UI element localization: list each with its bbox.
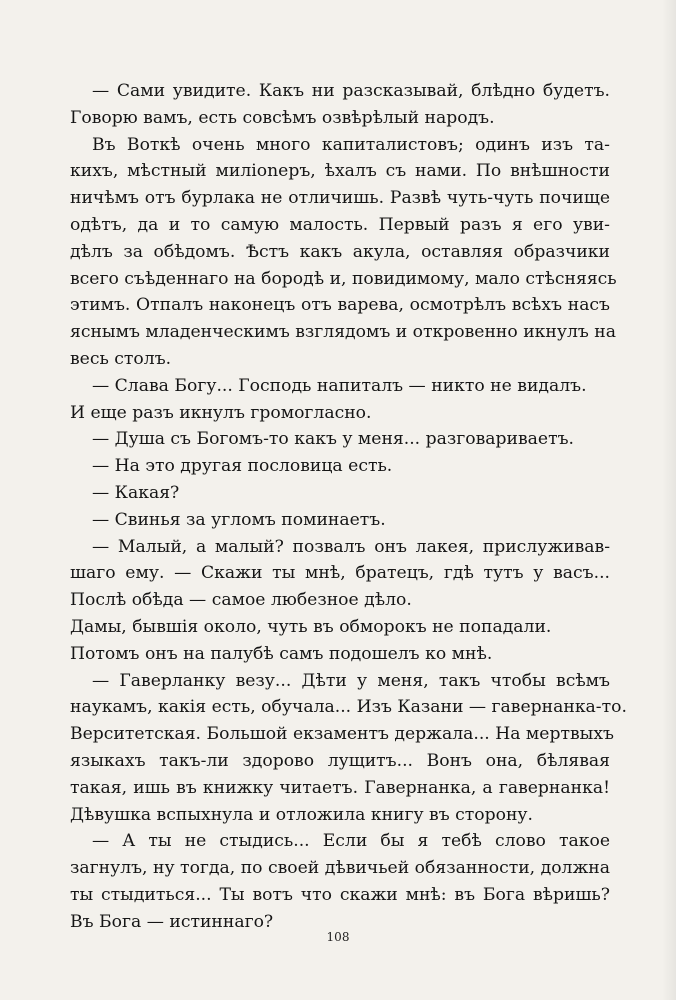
page-text [70, 78, 627, 936]
text-line-18: — Малый, а малый? позвалъ онъ лакея, прислуживав- [92, 536, 610, 557]
text-line-9: этимъ. Отпалъ наконецъ отъ варева, осмотрѣлъ всѣхъ насъ [70, 295, 610, 316]
text-line-25: Верситетская. Большой екзаментъ держала... На мертвыхъ [70, 724, 614, 745]
text-line-23: — Гаверланку везу... Дѣти у меня, такъ чтобы всѣмъ [92, 670, 610, 691]
text-line-10: яснымъ младенческимъ взглядомъ и откровенно икнулъ на [70, 322, 616, 343]
text-line-16: — Какая? [92, 482, 180, 503]
text-line-4: кихъ, мѣстный милionеръ, ѣхалъ съ нами. По внѣшности [70, 161, 610, 182]
text-line-24: наукамъ, какія есть, обучала... Изъ Казани — гавернанка-то. [70, 697, 627, 718]
text-line-20: Послѣ обѣда — самое любезное дѣло. [70, 590, 412, 611]
text-line-31: ты стыдиться... Ты вотъ что скажи мнѣ: въ Бога вѣришь? [70, 884, 610, 905]
text-line-8: всего съѣденнаго на бородѣ и, повидимому, мало стѣсняясь [70, 268, 617, 289]
text-line-6: одѣтъ, да и то самую малость. Первый разъ я его уви- [70, 214, 610, 235]
text-line-29: — А ты не стыдись... Если бы я тебѣ слово такое [92, 831, 610, 852]
text-line-12: — Слава Богу... Господь напиталъ — никто не видалъ. [92, 375, 587, 396]
text-line-5: ничѣмъ отъ бурлака не отличишь. Развѣ чуть-чуть почище [70, 188, 610, 209]
text-line-27: такая, ишь въ книжку читаетъ. Гавернанка, а гавернанка! [70, 777, 610, 798]
text-line-26: языкахъ такъ-ли здорово лущитъ... Вонъ она, бѣлявая [70, 750, 610, 771]
text-line-21: Дамы, бывшія около, чуть въ обморокъ не попадали. [70, 616, 552, 637]
text-line-19: шаго ему. — Скажи ты мнѣ, братецъ, гдѣ тутъ у васъ... [70, 563, 610, 584]
text-line-17: — Свинья за угломъ поминаетъ. [92, 509, 386, 530]
text-line-1: — Сами увидите. Какъ ни разсказывай, блѣдно будетъ. [92, 81, 610, 101]
text-line-30: загнулъ, ну тогда, по своей дѣвичьей обязанности, должна [70, 858, 610, 879]
page-edge-shadow [662, 0, 676, 1000]
text-line-22: Потомъ онъ на палубѣ самъ подошелъ ко мнѣ. [70, 643, 493, 664]
page-number: 108 [326, 930, 350, 944]
text-line-28: Дѣвушка вспыхнула и отложила книгу въ сторону. [70, 804, 533, 825]
text-line-14: — Душа съ Богомъ-то какъ у меня... разговариваетъ. [92, 429, 574, 450]
text-line-32: Въ Бога — истиннаго? [70, 911, 274, 932]
text-line-13: И еще разъ икнулъ громогласно. [70, 402, 372, 423]
text-line-11: весь столъ. [70, 348, 172, 369]
text-line-2: Говорю вамъ, есть совсѣмъ озвѣрѣлый народъ. [70, 107, 495, 128]
text-line-15: — На это другая пословица есть. [92, 456, 393, 477]
text-line-7: дѣлъ за обѣдомъ. Ѣстъ какъ акула, оставляя образчики [70, 241, 610, 262]
text-line-3: Въ Воткѣ очень много капиталистовъ; одинъ изъ та- [92, 134, 610, 155]
